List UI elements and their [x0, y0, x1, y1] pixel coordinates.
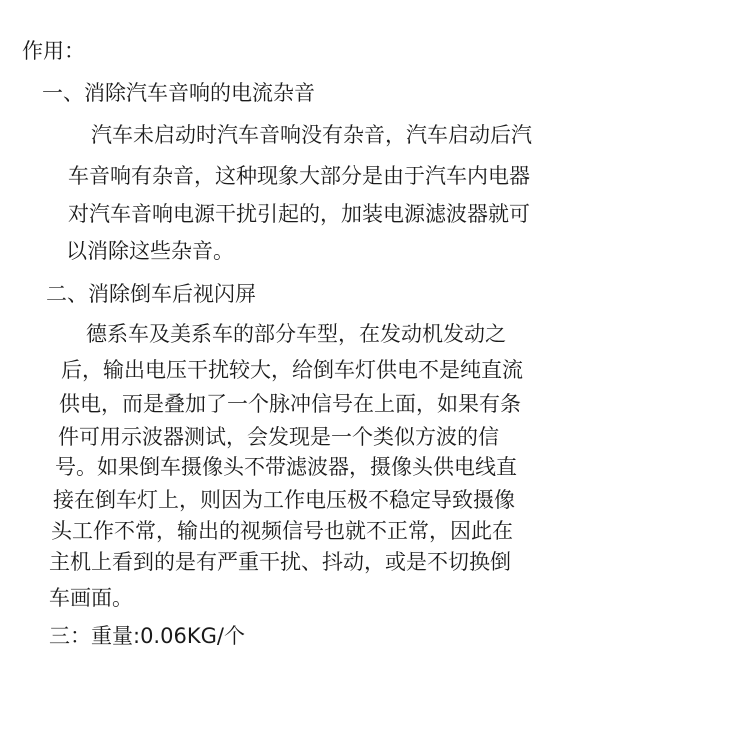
- section-1-line: 汽车未启动时汽车音响没有杂音，汽车启动后汽: [91, 123, 532, 147]
- section-2-line: 号。如果倒车摄像头不带滤波器，摄像头供电线直: [55, 455, 517, 479]
- section-2-line: 头工作不常，输出的视频信号也就不正常，因此在: [51, 519, 513, 543]
- section-2-line: 后，输出电压干扰较大，给倒车灯供电不是纯直流: [61, 358, 523, 382]
- section-2-line: 德系车及美系车的部分车型，在发动机发动之: [86, 322, 506, 346]
- section-2-line: 供电，而是叠加了一个脉冲信号在上面，如果有条: [59, 392, 521, 416]
- section-2-line: 主机上看到的是有严重干扰、抖动，或是不切换倒: [49, 550, 511, 574]
- doc-heading: 作用：: [22, 39, 85, 63]
- section-1-line: 对汽车音响电源干扰引起的，加装电源滤波器就可: [68, 202, 530, 226]
- section-2-line: 件可用示波器测试，会发现是一个类似方波的信: [58, 425, 499, 449]
- section-1-line: 车音响有杂音，这种现象大部分是由于汽车内电器: [68, 164, 530, 188]
- section-2-line: 车画面。: [49, 586, 133, 610]
- section-1-title: 一、消除汽车音响的电流杂音: [42, 81, 315, 105]
- section-1-line: 以消除这些杂音。: [66, 239, 234, 263]
- section-3-title: 三：重量:0.06KG/个: [49, 624, 245, 648]
- section-2-line: 接在倒车灯上，则因为工作电压极不稳定导致摄像: [53, 488, 515, 512]
- section-2-title: 二、消除倒车后视闪屏: [46, 282, 256, 306]
